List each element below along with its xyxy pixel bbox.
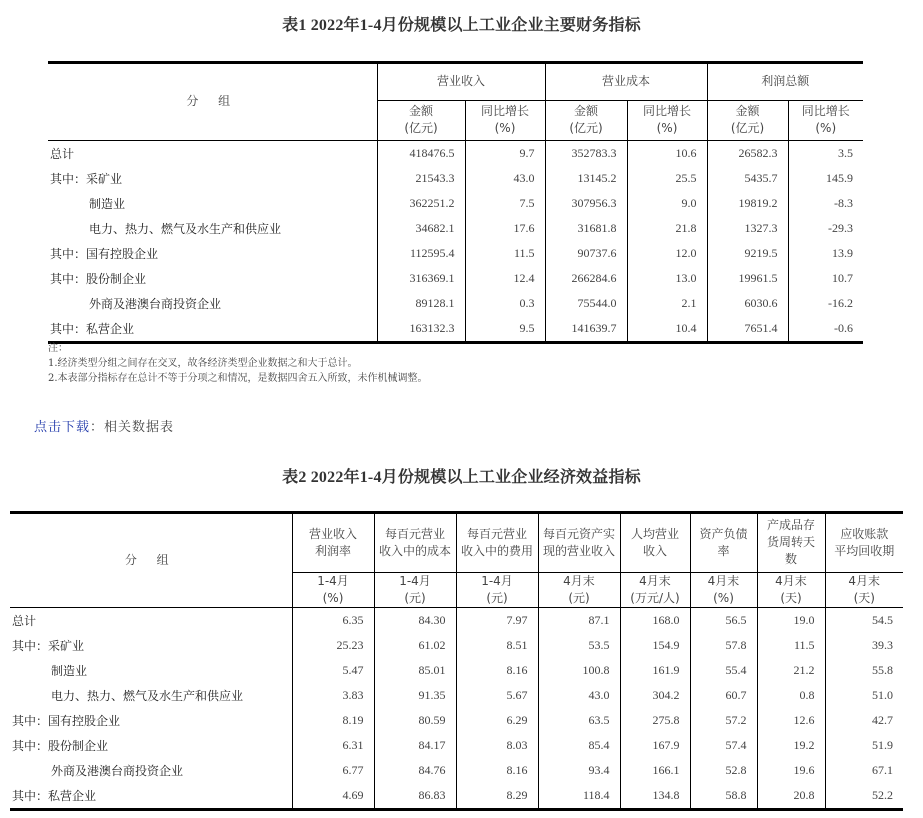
- cell-value: 118.4: [538, 783, 620, 810]
- table2-column-header: [374, 514, 456, 572]
- row-label: [10, 683, 292, 708]
- cell-value: 56.5: [690, 607, 757, 633]
- cell-value: 6.31: [292, 733, 374, 758]
- table-row: [10, 758, 903, 783]
- header-line: 现的营业收入: [542, 543, 615, 558]
- cell-value: 87.1: [538, 607, 620, 633]
- row-name: 制造业: [51, 663, 88, 678]
- cell-value: 8.16: [456, 658, 538, 683]
- cell-value: 307956.3: [545, 191, 627, 216]
- cell-value: 11.5: [757, 633, 825, 658]
- table-row: [48, 191, 863, 216]
- cell-value: 316369.1: [377, 266, 465, 291]
- row-label: [48, 216, 377, 241]
- cell-value: 3.83: [292, 683, 374, 708]
- header-line: 每百元资产实: [542, 526, 615, 541]
- note-1: 1.经济类型分组之间存在交叉，故各经济类型企业数据之和大于总计。: [48, 358, 358, 369]
- cell-value: 85.01: [374, 658, 456, 683]
- table1-subheader-growth: 同比增长 (%): [627, 100, 707, 140]
- download-line: [34, 416, 174, 435]
- row-label: [48, 140, 377, 166]
- unit-measure: (天): [780, 590, 802, 605]
- cell-value: 8.29: [456, 783, 538, 810]
- cell-value: 6.29: [456, 708, 538, 733]
- table2-column-unit: [538, 572, 620, 607]
- cell-value: 19961.5: [707, 266, 788, 291]
- unit-period: 4月末: [848, 573, 881, 588]
- cell-value: 0.8: [757, 683, 825, 708]
- header-line: 人均营业: [630, 526, 679, 541]
- unit-measure: (天): [853, 590, 875, 605]
- cell-value: 304.2: [620, 683, 690, 708]
- cell-value: 42.7: [872, 712, 893, 727]
- cell-value: 168.0: [620, 607, 690, 633]
- unit-measure: (万元/人): [630, 590, 680, 605]
- cell-value: 8.19: [292, 708, 374, 733]
- cell-value: 362251.2: [377, 191, 465, 216]
- unit-measure: (%): [713, 590, 734, 605]
- cell-value: 39.3: [872, 637, 893, 652]
- table2-column-header: [456, 514, 538, 572]
- table1-notes: [48, 341, 428, 386]
- row-label: [10, 758, 292, 783]
- row-label: [48, 191, 377, 216]
- row-name: 股份制企业: [86, 271, 147, 286]
- row-prefix: 其中：: [50, 271, 87, 286]
- row-label: [48, 266, 377, 291]
- header-line: 收入中的成本: [378, 543, 451, 558]
- table2-group-header: 分 组: [10, 514, 292, 607]
- cell-value: 100.8: [538, 658, 620, 683]
- download-link[interactable]: 点击下载: [34, 420, 91, 435]
- cell-value: 5.47: [292, 658, 374, 683]
- row-label: [10, 607, 292, 633]
- cell-value: 84.30: [374, 607, 456, 633]
- row-name: 私营企业: [86, 321, 135, 336]
- table1-title: 表1 2022年1-4月份规模以上工业企业主要财务指标: [282, 17, 641, 34]
- cell-value: 25.23: [292, 633, 374, 658]
- cell-value: 57.2: [690, 708, 757, 733]
- row-name: 外商及港澳台商投资企业: [51, 763, 184, 778]
- row-name: 电力、热力、燃气及水生产和供应业: [89, 221, 282, 236]
- table-row: [48, 316, 863, 343]
- table-row: [10, 633, 903, 658]
- cell-value: 55.8: [872, 662, 893, 677]
- cell-value: 4.69: [292, 783, 374, 810]
- cell-value: 13145.2: [545, 166, 627, 191]
- table-row: [10, 607, 903, 633]
- cell-value: 75544.0: [545, 291, 627, 316]
- cell-value: 7651.4: [707, 316, 788, 343]
- cell-value: 17.6: [465, 216, 545, 241]
- table1-group-header: 分 组: [48, 64, 377, 140]
- table2-column-unit: [374, 572, 456, 607]
- cell-value: 31681.8: [545, 216, 627, 241]
- table2-column-unit: [757, 572, 825, 607]
- cell-value: 52.8: [690, 758, 757, 783]
- cell-value: 145.9: [826, 170, 853, 185]
- unit-period: 1-4月: [481, 573, 513, 588]
- table-row: [48, 266, 863, 291]
- cell-value: 20.8: [757, 783, 825, 810]
- header-line: 率: [717, 543, 730, 558]
- table2-column-unit: [456, 572, 538, 607]
- cell-value: 43.0: [538, 683, 620, 708]
- cell-value: 19.2: [757, 733, 825, 758]
- table-row: [48, 140, 863, 166]
- row-prefix: 其中：: [12, 713, 49, 728]
- table-row: [10, 783, 903, 810]
- row-label: [48, 316, 377, 343]
- cell-value: 9.7: [465, 140, 545, 166]
- table-row: [48, 166, 863, 191]
- cell-value: 80.59: [374, 708, 456, 733]
- cell-value: 112595.4: [377, 241, 465, 266]
- cell-value: 19.0: [757, 607, 825, 633]
- row-name: 制造业: [89, 196, 126, 211]
- cell-value: 51.9: [872, 737, 893, 752]
- table2-efficiency-indicators: [10, 511, 903, 811]
- cell-value: 5.67: [456, 683, 538, 708]
- row-name: 国有控股企业: [48, 713, 121, 728]
- cell-value: 63.5: [538, 708, 620, 733]
- cell-value: 275.8: [620, 708, 690, 733]
- cell-value: 6.35: [292, 607, 374, 633]
- cell-value: 9219.5: [707, 241, 788, 266]
- row-prefix: 其中：: [12, 738, 49, 753]
- row-name: 私营企业: [48, 788, 97, 803]
- row-name: 采矿业: [48, 638, 85, 653]
- cell-value: 161.9: [620, 658, 690, 683]
- cell-value: 90737.6: [545, 241, 627, 266]
- table-row: [48, 241, 863, 266]
- download-separator: ：: [90, 420, 105, 435]
- cell-value: 13.0: [627, 266, 707, 291]
- cell-value: 93.4: [538, 758, 620, 783]
- cell-value: 166.1: [620, 758, 690, 783]
- cell-value: 19.6: [757, 758, 825, 783]
- cell-value: 57.4: [690, 733, 757, 758]
- cell-value: -8.3: [834, 195, 853, 210]
- cell-value: 11.5: [465, 241, 545, 266]
- header-line: 平均回收期: [834, 543, 895, 558]
- cell-value: 91.35: [374, 683, 456, 708]
- cell-value: 2.1: [627, 291, 707, 316]
- cell-value: 19819.2: [707, 191, 788, 216]
- cell-value: 0.3: [465, 291, 545, 316]
- cell-value: 141639.7: [545, 316, 627, 343]
- row-name: 国有控股企业: [86, 246, 159, 261]
- cell-value: 84.76: [374, 758, 456, 783]
- cell-value: 57.8: [690, 633, 757, 658]
- unit-period: 4月末: [775, 573, 807, 588]
- unit-measure: (元): [404, 590, 426, 605]
- cell-value: 9.5: [465, 316, 545, 343]
- table-row: [10, 733, 903, 758]
- table2-column-header: [620, 514, 690, 572]
- cell-value: 352783.3: [545, 140, 627, 166]
- row-label: [10, 783, 292, 810]
- cell-value: 9.0: [627, 191, 707, 216]
- table-row: [48, 216, 863, 241]
- download-text: 相关数据表: [104, 420, 175, 435]
- header-line: 营业收入: [308, 526, 357, 541]
- table2-column-unit: [690, 572, 757, 607]
- unit-period: 4月末: [707, 573, 740, 588]
- row-prefix: 总计: [50, 146, 75, 161]
- cell-value: 12.0: [627, 241, 707, 266]
- cell-value: 60.7: [690, 683, 757, 708]
- cell-value: 167.9: [620, 733, 690, 758]
- row-label: [10, 733, 292, 758]
- table2-column-unit: [292, 572, 374, 607]
- cell-value: 12.4: [465, 266, 545, 291]
- cell-value: 3.5: [838, 145, 853, 160]
- cell-value: 418476.5: [377, 140, 465, 166]
- cell-value: 58.8: [690, 783, 757, 810]
- cell-value: 21.8: [627, 216, 707, 241]
- header-line: 货周转天: [766, 535, 815, 550]
- row-label: [48, 291, 377, 316]
- unit-measure: (元): [568, 590, 590, 605]
- cell-value: 85.4: [538, 733, 620, 758]
- cell-value: 266284.6: [545, 266, 627, 291]
- cell-value: 5435.7: [707, 166, 788, 191]
- header-line: 每百元营业: [466, 526, 527, 541]
- table1-subheader-growth: 同比增长 (%): [788, 100, 863, 140]
- table1-subheader-amount: 金额 (亿元): [545, 100, 627, 140]
- cell-value: 8.51: [456, 633, 538, 658]
- table1-financial-indicators: [48, 61, 863, 344]
- cell-value: -0.6: [788, 316, 863, 343]
- cell-value: 13.9: [832, 245, 853, 260]
- cell-value: 26582.3: [707, 140, 788, 166]
- row-label: [10, 658, 292, 683]
- unit-period: 1-4月: [399, 573, 431, 588]
- header-line: 数: [784, 552, 797, 567]
- cell-value: -16.2: [828, 295, 853, 310]
- table-row: [10, 683, 903, 708]
- unit-period: 1-4月: [317, 573, 349, 588]
- table2-column-header: [825, 514, 903, 572]
- header-line: 应收账款: [840, 526, 889, 541]
- header-line: 收入: [642, 543, 667, 558]
- cell-value: 43.0: [465, 166, 545, 191]
- cell-value: -29.3: [828, 220, 853, 235]
- row-prefix: 其中：: [12, 638, 49, 653]
- table1-header-cost: 营业成本: [545, 64, 707, 100]
- cell-value: 25.5: [627, 166, 707, 191]
- cell-value: 89128.1: [377, 291, 465, 316]
- header-line: 每百元营业: [384, 526, 445, 541]
- cell-value: 8.03: [456, 733, 538, 758]
- unit-period: 4月末: [639, 573, 671, 588]
- table1-subheader-amount: 金额 (亿元): [707, 100, 788, 140]
- table2-column-header: [292, 514, 374, 572]
- table-row: [48, 291, 863, 316]
- table2-column-header: [757, 514, 825, 572]
- row-label: [10, 633, 292, 658]
- cell-value: 6030.6: [707, 291, 788, 316]
- cell-value: 51.0: [872, 687, 893, 702]
- row-prefix: 其中：: [50, 246, 87, 261]
- table2-column-unit: [620, 572, 690, 607]
- row-prefix: 其中：: [12, 788, 49, 803]
- table2-column-unit: [825, 572, 903, 607]
- table1-subheader-growth: 同比增长 (%): [465, 100, 545, 140]
- table2-title: 表2 2022年1-4月份规模以上工业企业经济效益指标: [282, 469, 641, 486]
- cell-value: 7.97: [456, 607, 538, 633]
- cell-value: 53.5: [538, 633, 620, 658]
- cell-value: 8.16: [456, 758, 538, 783]
- table2-column-header: [690, 514, 757, 572]
- cell-value: 21543.3: [377, 166, 465, 191]
- cell-value: 86.83: [374, 783, 456, 810]
- table1-subheader-amount: 金额 (亿元): [377, 100, 465, 140]
- row-label: [48, 241, 377, 266]
- cell-value: 12.6: [757, 708, 825, 733]
- table1-header-profit: 利润总额: [707, 64, 863, 100]
- row-prefix: 其中：: [50, 171, 87, 186]
- table2-column-header: [538, 514, 620, 572]
- cell-value: 10.4: [627, 316, 707, 343]
- cell-value: 154.9: [620, 633, 690, 658]
- cell-value: 10.6: [627, 140, 707, 166]
- notes-heading: 注：: [48, 343, 68, 354]
- row-prefix: 总计: [12, 613, 37, 628]
- cell-value: 52.2: [825, 783, 903, 810]
- unit-measure: (%): [322, 590, 344, 605]
- row-prefix: 其中：: [50, 321, 87, 336]
- table-row: [10, 658, 903, 683]
- cell-value: 61.02: [374, 633, 456, 658]
- cell-value: 54.5: [872, 612, 893, 627]
- row-name: 外商及港澳台商投资企业: [89, 296, 222, 311]
- cell-value: 163132.3: [377, 316, 465, 343]
- row-label: [48, 166, 377, 191]
- cell-value: 67.1: [872, 762, 893, 777]
- header-line: 收入中的费用: [460, 543, 533, 558]
- cell-value: 7.5: [465, 191, 545, 216]
- table-row: [10, 708, 903, 733]
- table1-header-revenue: 营业收入: [377, 64, 545, 100]
- row-label: [10, 708, 292, 733]
- cell-value: 55.4: [690, 658, 757, 683]
- row-name: 股份制企业: [48, 738, 109, 753]
- cell-value: 10.7: [832, 270, 853, 285]
- row-name: 采矿业: [86, 171, 123, 186]
- header-line: 产成品存: [766, 518, 815, 533]
- cell-value: 84.17: [374, 733, 456, 758]
- unit-period: 4月末: [563, 573, 595, 588]
- cell-value: 6.77: [292, 758, 374, 783]
- unit-measure: (元): [486, 590, 508, 605]
- cell-value: 34682.1: [377, 216, 465, 241]
- cell-value: 21.2: [757, 658, 825, 683]
- header-line: 利润率: [314, 543, 351, 558]
- header-line: 资产负债: [699, 526, 748, 541]
- cell-value: 1327.3: [707, 216, 788, 241]
- row-name: 电力、热力、燃气及水生产和供应业: [51, 688, 244, 703]
- note-2: 2.本表部分指标存在总计不等于分项之和情况，是数据四舍五入所致，未作机械调整。: [48, 373, 428, 384]
- cell-value: 134.8: [620, 783, 690, 810]
